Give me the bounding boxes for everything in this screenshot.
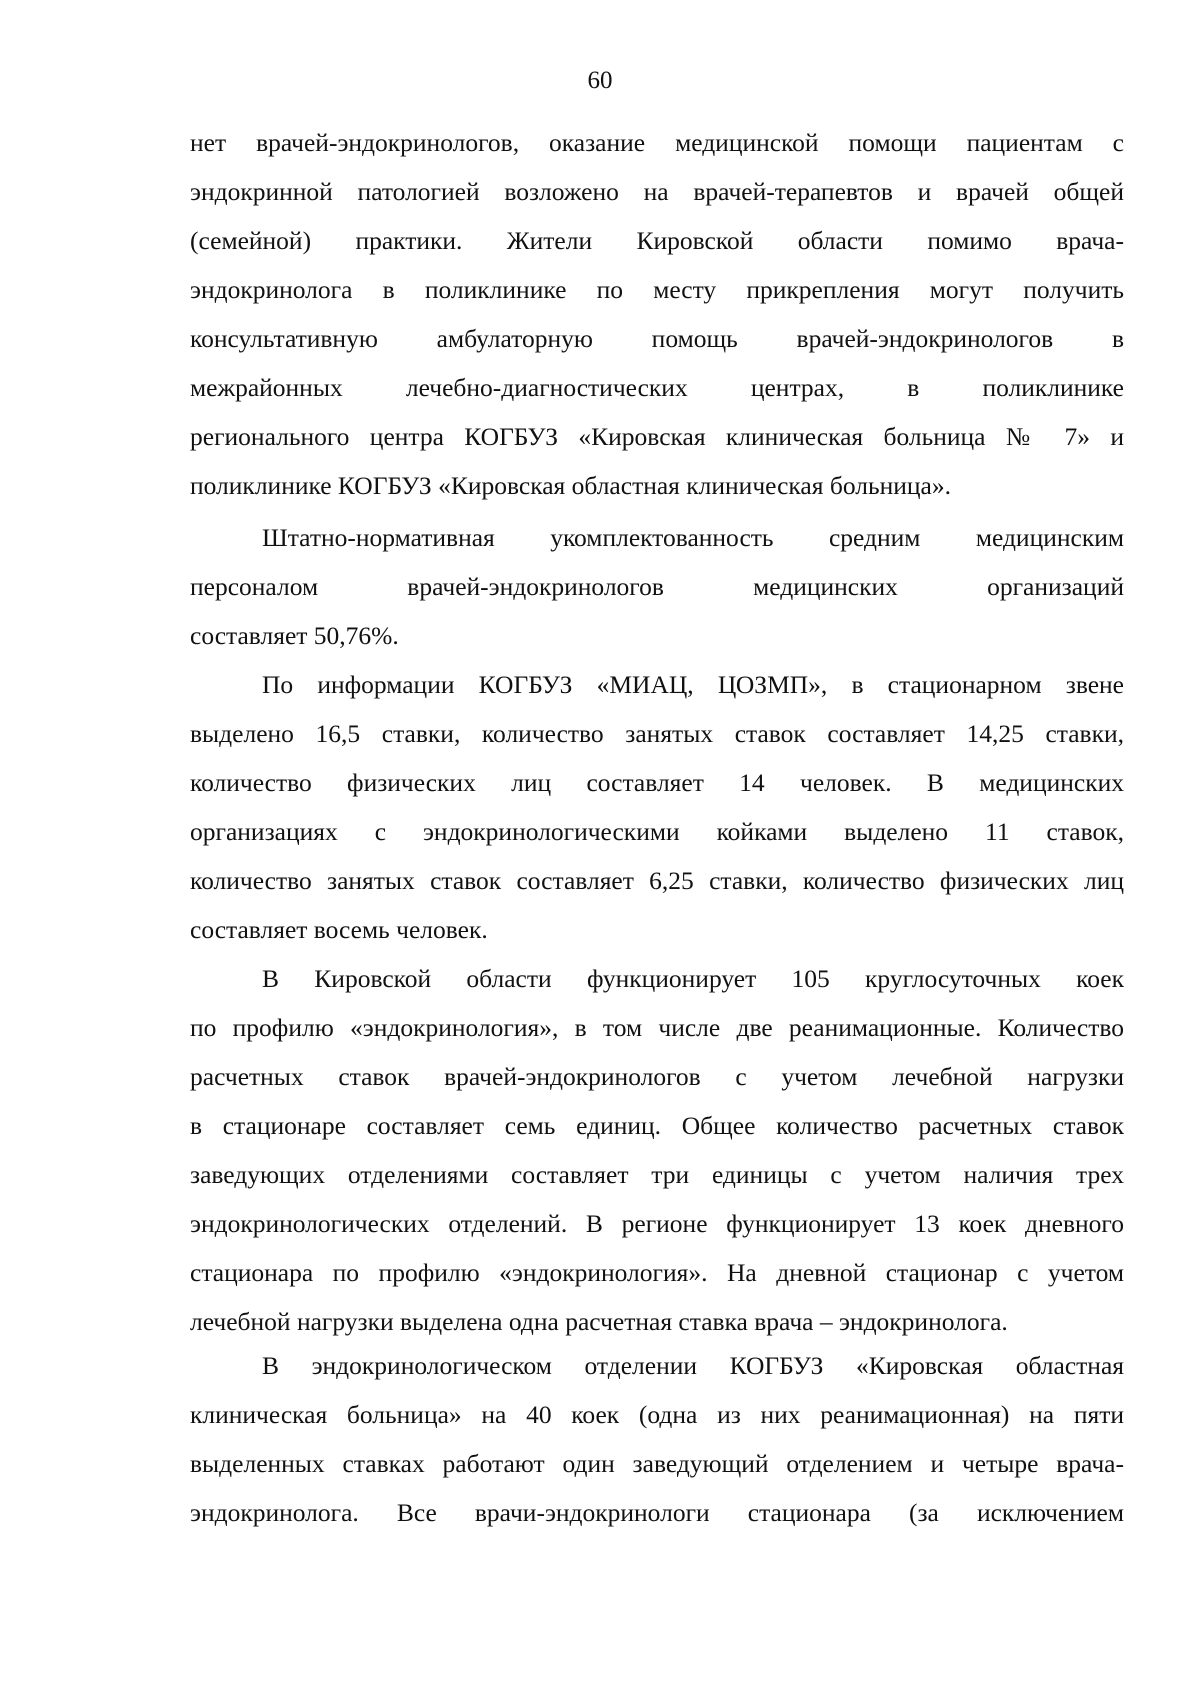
text-line: Штатно-нормативная укомплектованность средним медицинским — [262, 523, 1124, 552]
text-line: регионального центра КОГБУЗ «Кировская клиническая больница № 7» и — [190, 422, 1124, 451]
text-line: эндокринолога. Все врачи-эндокринологи стационара (за исключением — [190, 1498, 1124, 1527]
text-line: эндокринолога в поликлинике по месту прикрепления могут получить — [190, 275, 1124, 304]
text-line: По информации КОГБУЗ «МИАЦ, ЦОЗМП», в стационарном звене — [262, 670, 1124, 699]
text-line: составляет восемь человек. — [190, 915, 488, 944]
text-line: лечебной нагрузки выделена одна расчетная ставка врача – эндокринолога. — [190, 1307, 1008, 1336]
text-line: выделено 16,5 ставки, количество занятых ставок составляет 14,25 ставки, — [190, 719, 1124, 748]
text-line: количество занятых ставок составляет 6,25 ставки, количество физических лиц — [190, 866, 1124, 895]
text-line: нет врачей-эндокринологов, оказание медицинской помощи пациентам с — [190, 128, 1124, 157]
text-line: выделенных ставках работают один заведующий отделением и четыре врача- — [190, 1449, 1124, 1478]
text-line: эндокринной патологией возложено на врачей-терапевтов и врачей общей — [190, 177, 1124, 206]
page-number: 60 — [587, 67, 613, 94]
text-line: В Кировской области функционирует 105 круглосуточных коек — [262, 964, 1124, 993]
text-line: расчетных ставок врачей-эндокринологов с учетом лечебной нагрузки — [190, 1062, 1124, 1091]
paragraph-miac-info — [190, 660, 1124, 954]
paragraph-continuation — [190, 118, 1124, 510]
text-line: персоналом врачей-эндокринологов медицинских организаций — [190, 572, 1124, 601]
text-line: организациях с эндокринологическими койками выделено 11 ставок, — [190, 817, 1124, 846]
text-line: составляет 50,76%. — [190, 621, 399, 650]
text-line: в стационаре составляет семь единиц. Общее количество расчетных ставок — [190, 1111, 1124, 1140]
paragraph-department — [190, 1341, 1124, 1537]
text-line: поликлинике КОГБУЗ «Кировская областная клиническая больница». — [190, 471, 951, 500]
text-line: В эндокринологическом отделении КОГБУЗ «Кировская областная — [262, 1351, 1124, 1380]
text-line: межрайонных лечебно-диагностических центрах, в поликлинике — [190, 373, 1124, 402]
paragraph-beds — [190, 954, 1124, 1346]
text-line: стационара по профилю «эндокринология». На дневной стационар с учетом — [190, 1258, 1124, 1287]
text-line: клиническая больница» на 40 коек (одна из них реанимационная) на пяти — [190, 1400, 1124, 1429]
text-line: (семейной) практики. Жители Кировской области помимо врача- — [190, 226, 1124, 255]
text-line: по профилю «эндокринология», в том числе две реанимационные. Количество — [190, 1013, 1124, 1042]
text-line: консультативную амбулаторную помощь врачей-эндокринологов в — [190, 324, 1124, 353]
text-line: количество физических лиц составляет 14 человек. В медицинских — [190, 768, 1124, 797]
text-line: эндокринологических отделений. В регионе функционирует 13 коек дневного — [190, 1209, 1124, 1238]
text-line: заведующих отделениями составляет три единицы с учетом наличия трех — [190, 1160, 1124, 1189]
paragraph-staffing — [190, 513, 1124, 660]
